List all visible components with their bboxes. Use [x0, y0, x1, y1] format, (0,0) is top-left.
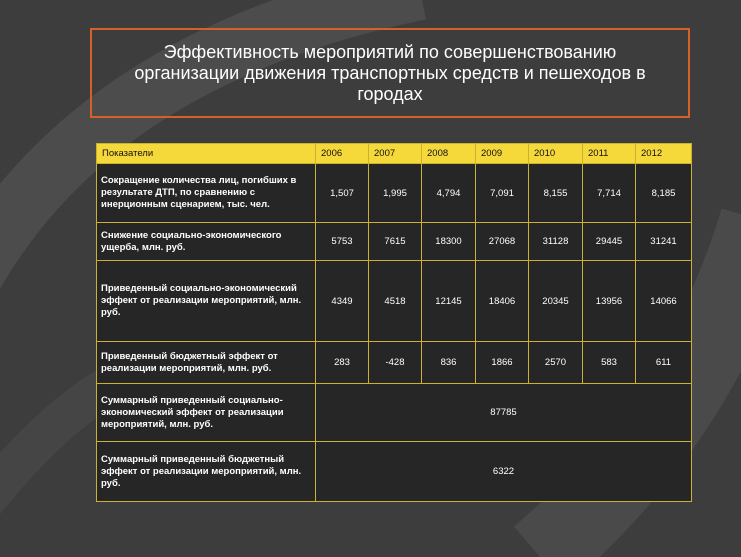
- table-cell: 31241: [636, 223, 692, 261]
- table-header-row: [97, 144, 692, 164]
- table-cell: 283: [316, 342, 369, 384]
- table-row: [97, 164, 692, 223]
- header-2007: 2007: [369, 144, 422, 164]
- table-row: [97, 442, 692, 502]
- table-cell: 13956: [583, 261, 636, 342]
- table-cell: 7,091: [476, 164, 529, 223]
- header-2010: 2010: [529, 144, 583, 164]
- table-cell: 18300: [422, 223, 476, 261]
- row-label: Приведенный социально-экономический эффект от реализации мероприятий, млн. руб.: [97, 261, 316, 342]
- table-row: [97, 342, 692, 384]
- slide-title-text: Эффективность мероприятий по совершенствованию организации движения транспортных средств и пешеходов в городах: [134, 41, 646, 104]
- table-cell: 8,155: [529, 164, 583, 223]
- header-2008: 2008: [422, 144, 476, 164]
- table-cell: 836: [422, 342, 476, 384]
- table-cell: 18406: [476, 261, 529, 342]
- slide-title: [90, 28, 690, 118]
- table-cell: 14066: [636, 261, 692, 342]
- table-cell: 611: [636, 342, 692, 384]
- table-cell: 7615: [369, 223, 422, 261]
- table-row: [97, 261, 692, 342]
- header-2012: 2012: [636, 144, 692, 164]
- table-row: [97, 223, 692, 261]
- table-cell: 583: [583, 342, 636, 384]
- row-label: Суммарный приведенный бюджетный эффект от реализации мероприятий, млн. руб.: [97, 442, 316, 502]
- header-2006: 2006: [316, 144, 369, 164]
- table-cell: 4,794: [422, 164, 476, 223]
- table-cell: 2570: [529, 342, 583, 384]
- table-cell: 20345: [529, 261, 583, 342]
- table-cell: 5753: [316, 223, 369, 261]
- table-cell: 1,995: [369, 164, 422, 223]
- header-2011: 2011: [583, 144, 636, 164]
- header-indicators: Показатели: [97, 144, 316, 164]
- row-label: Сокращение количества лиц, погибших в результате ДТП, по сравнению с инерционным сценарием, тыс. чел.: [97, 164, 316, 223]
- data-table: [96, 143, 692, 502]
- table-cell: 12145: [422, 261, 476, 342]
- table-cell: 6322: [316, 442, 692, 502]
- table-cell: 4349: [316, 261, 369, 342]
- table-cell: -428: [369, 342, 422, 384]
- table-cell: 4518: [369, 261, 422, 342]
- row-label: Суммарный приведенный социально-экономический эффект от реализации мероприятий, млн. руб.: [97, 384, 316, 442]
- table-cell: 7,714: [583, 164, 636, 223]
- row-label: Приведенный бюджетный эффект от реализации мероприятий, млн. руб.: [97, 342, 316, 384]
- table-cell: 29445: [583, 223, 636, 261]
- table-row: [97, 384, 692, 442]
- table-cell: 1866: [476, 342, 529, 384]
- table-cell: 87785: [316, 384, 692, 442]
- table-cell: 27068: [476, 223, 529, 261]
- table-cell: 1,507: [316, 164, 369, 223]
- table-cell: 8,185: [636, 164, 692, 223]
- row-label: Снижение социально-экономического ущерба, млн. руб.: [97, 223, 316, 261]
- table-cell: 31128: [529, 223, 583, 261]
- header-2009: 2009: [476, 144, 529, 164]
